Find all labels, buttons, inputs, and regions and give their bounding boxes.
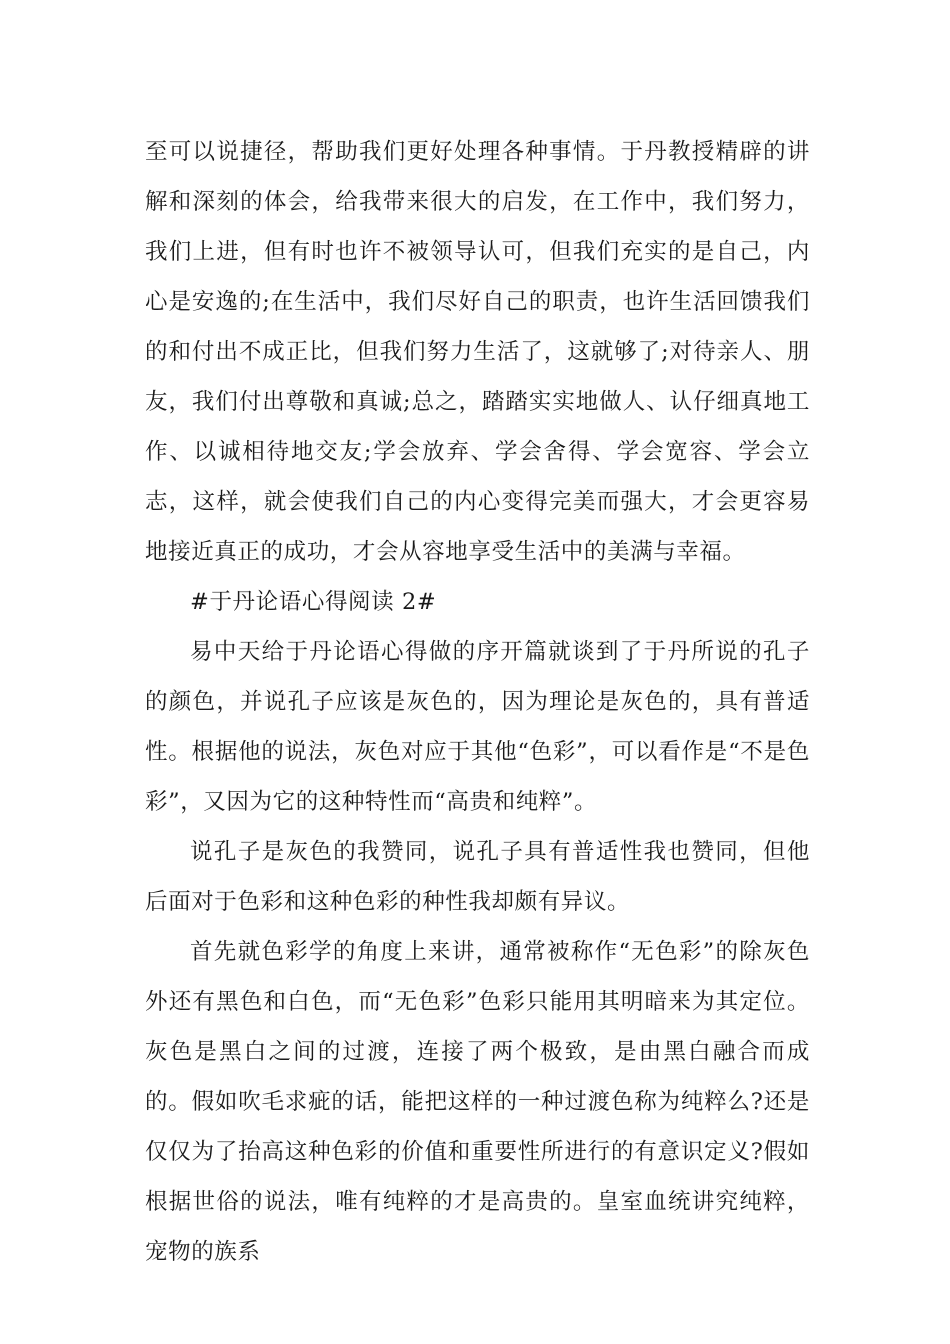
paragraph-continuation: 至可以说捷径，帮助我们更好处理各种事情。于丹教授精辟的讲解和深刻的体会，给我带来很大的启发，在工作中，我们努力，我们上进，但有时也许不被领导认可，但我们充实的是自己，内心是安逸的;在生活中，我们尽好自己的职责，也许生活回馈我们的和付出不成正比，但我们努力生活了，这就够了;对待亲人、朋友，我们付出尊敬和真诚;总之，踏踏实实地做人、认仔细真地工作、以诚相待地交友;学会放弃、学会舍得、学会宽容、学会立志，这样，就会使我们自己的内心变得完美而强大，才会更容易地接近真正的成功，才会从容地享受生活中的美满与幸福。 <box>145 139 810 565</box>
document-body <box>145 127 810 1277</box>
section-heading: #于丹论语心得阅读 2# <box>190 589 437 615</box>
paragraph: 易中天给于丹论语心得做的序开篇就谈到了于丹所说的孔子的颜色，并说孔子应该是灰色的，因为理论是灰色的，具有普适性。根据他的说法，灰色对应于其他“色彩”，可以看作是“不是色彩”，又因为它的这种特性而“高贵和纯粹”。 <box>145 639 810 815</box>
paragraph: 首先就色彩学的角度上来讲，通常被称作“无色彩”的除灰色外还有黑色和白色，而“无色彩”色彩只能用其明暗来为其定位。灰色是黑白之间的过渡，连接了两个极致，是由黑白融合而成的。假如吹毛求疵的话，能把这样的一种过渡色称为纯粹么?还是仅仅为了抬高这种色彩的价值和重要性所进行的有意识定义?假如根据世俗的说法，唯有纯粹的才是高贵的。皇室血统讲究纯粹，宠物的族系 <box>145 939 810 1265</box>
paragraph: 说孔子是灰色的我赞同，说孔子具有普适性我也赞同，但他后面对于色彩和这种色彩的种性我却颇有异议。 <box>145 839 810 915</box>
